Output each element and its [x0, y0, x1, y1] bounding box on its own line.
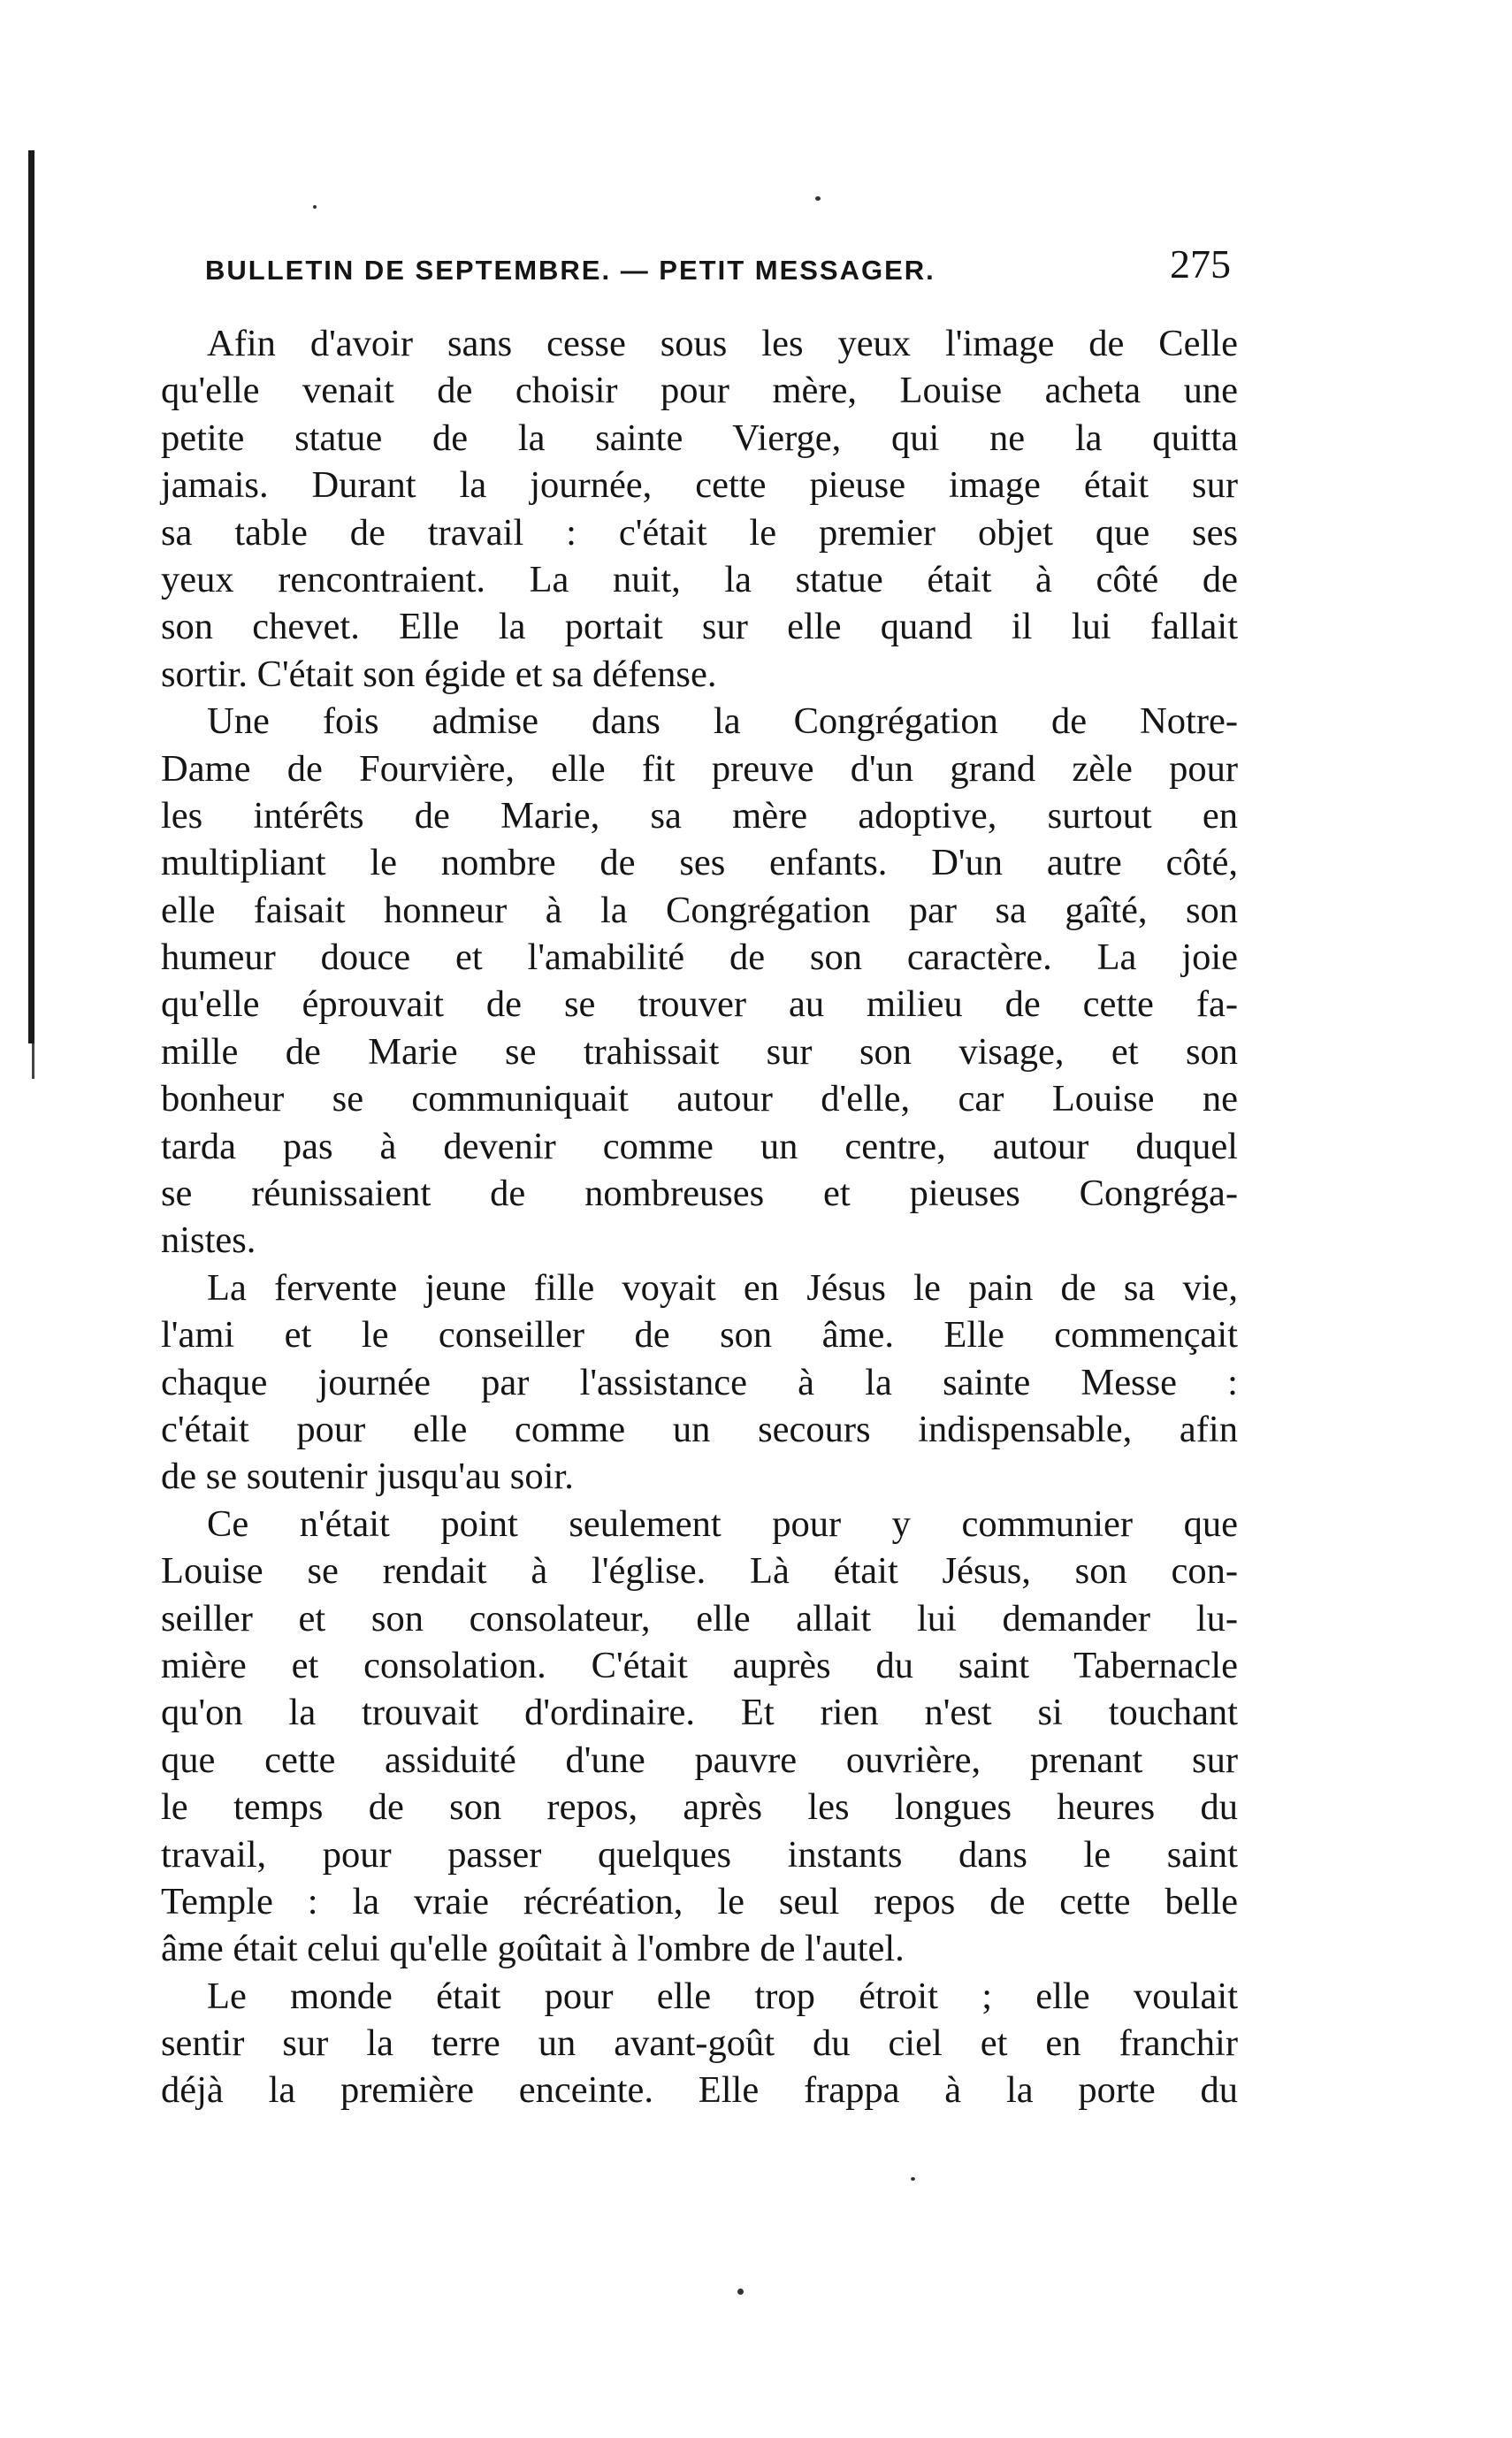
text-line: elle faisait honneur à la Congrégation par sa gaîté, son [161, 889, 1238, 931]
text-line: chaque journée par l'assistance à la sainte Messe : [161, 1361, 1238, 1403]
ink-speck [313, 205, 317, 209]
ink-speck [737, 2289, 744, 2295]
text-line: âme était celui qu'elle goûtait à l'ombre de l'autel. [161, 1928, 905, 1970]
text-line: humeur douce et l'amabilité de son caractère. La joie [161, 936, 1238, 979]
text-line: sentir sur la terre un avant-goût du ciel et en franchir [161, 2022, 1238, 2065]
ink-speck [815, 196, 821, 201]
text-line: travail, pour passer quelques instants dans le saint [161, 1833, 1238, 1876]
binding-edge-mark [32, 1043, 34, 1079]
text-line: Louise se rendait à l'église. Là était Jésus, son con- [161, 1550, 1238, 1593]
text-line: mille de Marie se trahissait sur son visage, et son [161, 1030, 1238, 1073]
text-line: Une fois admise dans la Congrégation de Notre- [207, 700, 1238, 743]
text-line: yeux rencontraient. La nuit, la statue était à côté de [161, 558, 1238, 600]
text-line: mière et consolation. C'était auprès du saint Tabernacle [161, 1644, 1238, 1686]
text-line: nistes. [161, 1219, 256, 1262]
text-line: seiller et son consolateur, elle allait lui demander lu- [161, 1597, 1238, 1639]
text-line: multipliant le nombre de ses enfants. D'un autre côté, [161, 842, 1238, 884]
text-line: petite statue de la sainte Vierge, qui ne la quitta [161, 417, 1238, 459]
binding-edge [28, 150, 34, 1043]
text-line: les intérêts de Marie, sa mère adoptive, surtout en [161, 794, 1238, 837]
text-line: le temps de son repos, après les longues heures du [161, 1786, 1238, 1829]
running-head: BULLETIN DE SEPTEMBRE. — PETIT MESSAGER. [205, 255, 935, 286]
text-line: Temple : la vraie récréation, le seul repos de cette belle [161, 1880, 1238, 1922]
text-line: de se soutenir jusqu'au soir. [161, 1456, 574, 1498]
text-line: se réunissaient de nombreuses et pieuses Congréga- [161, 1173, 1238, 1215]
text-line: son chevet. Elle la portait sur elle quand il lui fallait [161, 606, 1238, 648]
text-line: qu'elle éprouvait de se trouver au milieu de cette fa- [161, 983, 1238, 1026]
page-header [205, 241, 1231, 294]
text-line: Afin d'avoir sans cesse sous les yeux l'image de Celle [207, 323, 1238, 364]
text-line: tarda pas à devenir comme un centre, autour duquel [161, 1125, 1238, 1167]
text-line: qu'elle venait de choisir pour mère, Louise acheta une [161, 370, 1238, 412]
text-line: Ce n'était point seulement pour y communier que [207, 1502, 1238, 1545]
text-line: qu'on la trouvait d'ordinaire. Et rien n'est si touchant [161, 1692, 1238, 1734]
text-line: jamais. Durant la journée, cette pieuse image était sur [161, 464, 1238, 507]
text-line: l'ami et le conseiller de son âme. Elle commençait [161, 1314, 1238, 1357]
text-line: que cette assiduité d'une pauvre ouvrière, prenant sur [161, 1739, 1238, 1781]
text-line: déjà la première enceinte. Elle frappa à la porte du [161, 2069, 1238, 2112]
text-line: c'était pour elle comme un secours indispensable, afin [161, 1408, 1238, 1450]
text-line: sortir. C'était son égide et sa défense. [161, 653, 717, 695]
body-text [161, 320, 1238, 2114]
ink-speck [911, 2177, 915, 2181]
text-line: sa table de travail : c'était le premier objet que ses [161, 511, 1238, 554]
text-line: Dame de Fourvière, elle fit preuve d'un grand zèle pour [161, 747, 1238, 790]
text-line: La fervente jeune fille voyait en Jésus le pain de sa vie, [207, 1266, 1238, 1309]
page-number: 275 [1170, 241, 1231, 287]
text-line: bonheur se communiquait autour d'elle, car Louise ne [161, 1078, 1238, 1120]
text-line: Le monde était pour elle trop étroit ; elle voulait [207, 1975, 1238, 2017]
